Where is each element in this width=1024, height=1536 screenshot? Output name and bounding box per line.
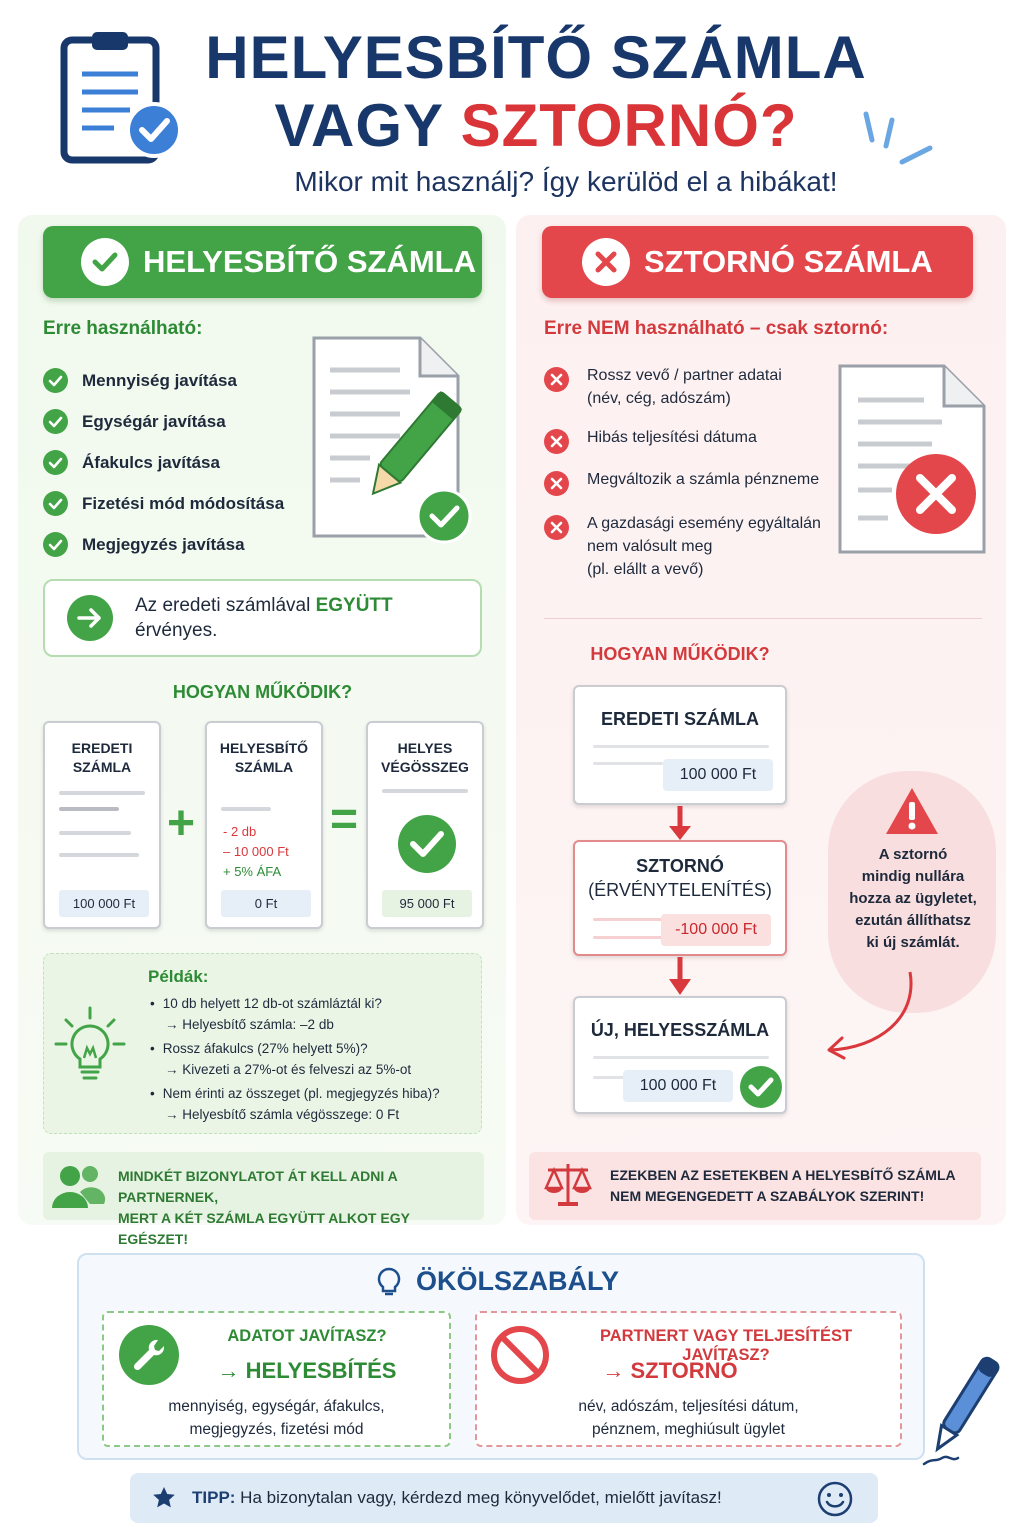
x-circle-icon [544, 429, 569, 454]
list-item [43, 401, 323, 442]
placeholder-line [59, 831, 131, 835]
sztorno-banner-label: SZTORNÓ SZÁMLA [644, 244, 933, 279]
x-circle-icon [544, 471, 569, 496]
list-item-label [587, 512, 821, 581]
flow-amount: 100 000 Ft [623, 1070, 733, 1102]
check-icon [81, 238, 129, 286]
list-item [544, 468, 834, 512]
check-circle-icon [43, 491, 68, 516]
item-line: (név, cég, adószám) [587, 390, 731, 407]
new-invoice-flow-card [573, 996, 787, 1114]
card-title [207, 739, 321, 777]
document-x-icon [832, 360, 992, 560]
card-title-line1: HELYESBÍTŐ [219, 740, 309, 756]
header [0, 0, 1024, 215]
pen-icon [918, 1352, 1004, 1472]
warning-text [836, 844, 990, 954]
check-circle-icon [43, 450, 68, 475]
check-circle-icon [396, 813, 458, 875]
rule-desc-line: név, adószám, teljesítési dátum, [578, 1398, 799, 1415]
x-circle-icon [544, 367, 569, 392]
warning-line: A sztornó [878, 846, 948, 863]
down-arrow-icon [667, 806, 693, 842]
card-title-line1: HELYES [397, 740, 453, 756]
check-circle-icon [43, 409, 68, 434]
correct-total-card [366, 721, 484, 929]
tip-body: Ha bizonytalan vagy, kérdezd meg könyvelődet, mielőtt javítasz! [235, 1488, 722, 1507]
arrow-right-icon [67, 595, 113, 641]
together-post: érvényes. [135, 620, 218, 641]
not-usable-list [544, 364, 834, 581]
placeholder-line [593, 1056, 769, 1059]
usable-list [43, 360, 323, 565]
rule-desc-line: megjegyzés, fizetési mód [189, 1421, 364, 1438]
original-invoice-card [43, 721, 161, 929]
warning-line: mindig nullára [861, 868, 965, 885]
people-icon [50, 1162, 106, 1210]
warning-line: hozza az ügyletet, [849, 890, 977, 907]
correction-lines [223, 822, 289, 882]
placeholder-line [59, 853, 139, 857]
list-item-label: Áfakulcs javítása [82, 452, 220, 472]
card-amount: 0 Ft [221, 890, 311, 917]
item-line: A gazdasági esemény egyáltalán [587, 515, 821, 532]
list-item-label: Hibás teljesítési dátuma [587, 429, 757, 446]
equals-sign: = [330, 793, 359, 846]
together-highlight: EGYÜTT [315, 595, 393, 616]
together-text [135, 593, 393, 643]
how-it-works-heading-red: HOGYAN MŰKÖDIK? [590, 644, 770, 664]
note-line: EZEKBEN AZ ESETEKBEN A HELYESBÍTŐ SZÁMLA [610, 1167, 956, 1183]
item-line: Rossz vevő / partner adatai [587, 367, 782, 384]
placeholder-line [593, 936, 663, 939]
warning-line: ki új számlát. [866, 934, 960, 951]
wrench-icon [119, 1325, 179, 1385]
rule-green-question: ADATOT JAVÍTASZ? [227, 1327, 387, 1345]
page-title-line2 [196, 94, 876, 158]
placeholder-line [221, 807, 271, 811]
x-circle-icon [544, 515, 569, 540]
plus-sign: + [167, 797, 196, 850]
correction-invoice-card [205, 721, 323, 929]
together-valid-box [43, 579, 482, 657]
example-answer: → Kivezeti a 27%-ot és felveszi az 5%-ot [165, 1061, 412, 1077]
placeholder-line [382, 789, 468, 793]
warning-icon [884, 786, 940, 836]
rule-green-description [104, 1395, 449, 1441]
rule-green-answer: → HELYESBÍTÉS [217, 1358, 397, 1383]
flow-title: EREDETI SZÁMLA [600, 709, 759, 729]
flow-subtitle: (ÉRVÉNYTELENÍTÉS) [588, 880, 772, 900]
rule-red-answer: → SZTORNÓ [602, 1358, 738, 1383]
star-icon [152, 1486, 176, 1510]
card-title [45, 739, 159, 777]
example-question: • Nem érinti az összeget (pl. megjegyzés hiba)? [150, 1084, 480, 1105]
card-amount: 95 000 Ft [382, 890, 472, 917]
rule-title-text: ÖKÖLSZABÁLY [416, 1266, 620, 1296]
list-item-label [587, 364, 782, 410]
not-allowed-note-text [610, 1165, 975, 1207]
together-pre: Az eredeti számlával [135, 595, 311, 616]
card-title-line2: SZÁMLA [234, 759, 294, 775]
card-title [368, 739, 482, 777]
usable-heading: Erre használható: [43, 318, 203, 339]
card-title-line2: SZÁMLA [72, 759, 132, 775]
not-usable-heading: Erre NEM használható – csak sztornó: [544, 318, 889, 339]
rule-desc-line: pénznem, meghiúsult ügylet [591, 1421, 785, 1438]
curved-arrow-icon [818, 968, 928, 1068]
list-item-label: Egységár javítása [82, 411, 226, 431]
tip-label: TIPP: [192, 1488, 236, 1507]
scale-icon [540, 1160, 596, 1208]
list-item-label: Megváltozik a számla pénzneme [587, 471, 820, 488]
correction-line: - 2 db [223, 824, 257, 839]
helyesbito-banner-label: HELYESBÍTŐ SZÁMLA [143, 244, 476, 279]
list-item [544, 364, 834, 426]
list-item [43, 524, 323, 565]
title-sztorno: SZTORNÓ? [460, 92, 798, 159]
list-item-label: Megjegyzés javítása [82, 534, 245, 554]
rule-desc-line: mennyiség, egységár, áfakulcs, [168, 1398, 385, 1415]
check-circle-icon [43, 532, 68, 557]
flow-amount: 100 000 Ft [663, 759, 773, 791]
list-item [43, 483, 323, 524]
card-amount: 100 000 Ft [59, 890, 149, 917]
rule-red-description [477, 1395, 900, 1441]
examples-title: Példák: [148, 967, 209, 986]
tip-text [192, 1488, 722, 1508]
item-line: (pl. elállt a vevő) [587, 561, 704, 578]
list-item [544, 426, 834, 468]
lightbulb-icon [52, 1006, 128, 1086]
lightbulb-icon [376, 1267, 402, 1297]
list-item-label: Mennyiség javítása [82, 370, 237, 390]
note-line: NEM MEGENGEDETT A SZABÁLYOK SZERINT! [610, 1188, 925, 1204]
both-documents-note-text [118, 1166, 478, 1250]
smiley-icon [816, 1480, 854, 1518]
helyesbito-banner [43, 226, 482, 298]
item-line: nem valósult meg [587, 538, 713, 555]
example-answer: → Helyesbítő számla: –2 db [165, 1016, 334, 1032]
example-question: • 10 db helyett 12 db-ot számláztál ki? [150, 994, 480, 1015]
flow-title: SZTORNÓ [636, 856, 724, 876]
down-arrow-icon [667, 957, 693, 997]
note-line: MINDKÉT BIZONYLATOT ÁT KELL ADNI A PARTNERNEK, [118, 1168, 398, 1205]
warning-line: ezután állíthatsz [855, 912, 971, 929]
flow-amount: -100 000 Ft [661, 914, 771, 946]
original-invoice-flow-card [573, 685, 787, 805]
placeholder-line [593, 745, 769, 748]
flow-title: ÚJ, HELYESSZÁMLA [590, 1020, 770, 1040]
placeholder-line [59, 791, 145, 795]
clipboard-check-icon [58, 28, 182, 168]
page-title-line1: HELYESBÍTŐ SZÁMLA [205, 24, 867, 91]
page-subtitle: Mikor mit használj? Így kerülöd el a hibákat! [294, 166, 838, 197]
sztorno-banner [542, 226, 973, 298]
check-circle-icon [43, 368, 68, 393]
example-question: • Rossz áfakulcs (27% helyett 5%)? [150, 1039, 480, 1060]
list-item [43, 442, 323, 483]
x-icon [582, 238, 630, 286]
tip-bar [130, 1473, 878, 1523]
placeholder-line [59, 807, 119, 811]
list-item [544, 512, 834, 581]
note-line: MERT A KÉT SZÁMLA EGYÜTT ALKOT EGY EGÉSZET! [118, 1210, 410, 1247]
no-entry-icon [490, 1325, 550, 1385]
document-pencil-icon [300, 330, 480, 545]
placeholder-line [593, 762, 663, 765]
correction-line: + 5% ÁFA [223, 864, 282, 879]
list-item-label: Fizetési mód módosítása [82, 493, 285, 513]
rule-red-question: PARTNERT VAGY TELJESÍTÉST JAVÍTASZ? [599, 1327, 853, 1364]
example-answer: → Helyesbítő számla végösszege: 0 Ft [165, 1106, 400, 1122]
list-item [43, 360, 323, 401]
examples-list [150, 994, 480, 1125]
check-circle-icon [739, 1065, 783, 1109]
card-title-line1: EREDETI [71, 740, 133, 756]
divider [544, 618, 982, 619]
title-vagy: VAGY [274, 92, 443, 159]
sztorno-flow-card [573, 840, 787, 956]
card-title-line2: VÉGÖSSZEG [381, 759, 469, 775]
how-it-works-heading-green: HOGYAN MŰKÖDIK? [172, 682, 353, 702]
correction-line: – 10 000 Ft [223, 844, 289, 859]
rule-of-thumb-title [376, 1266, 619, 1297]
